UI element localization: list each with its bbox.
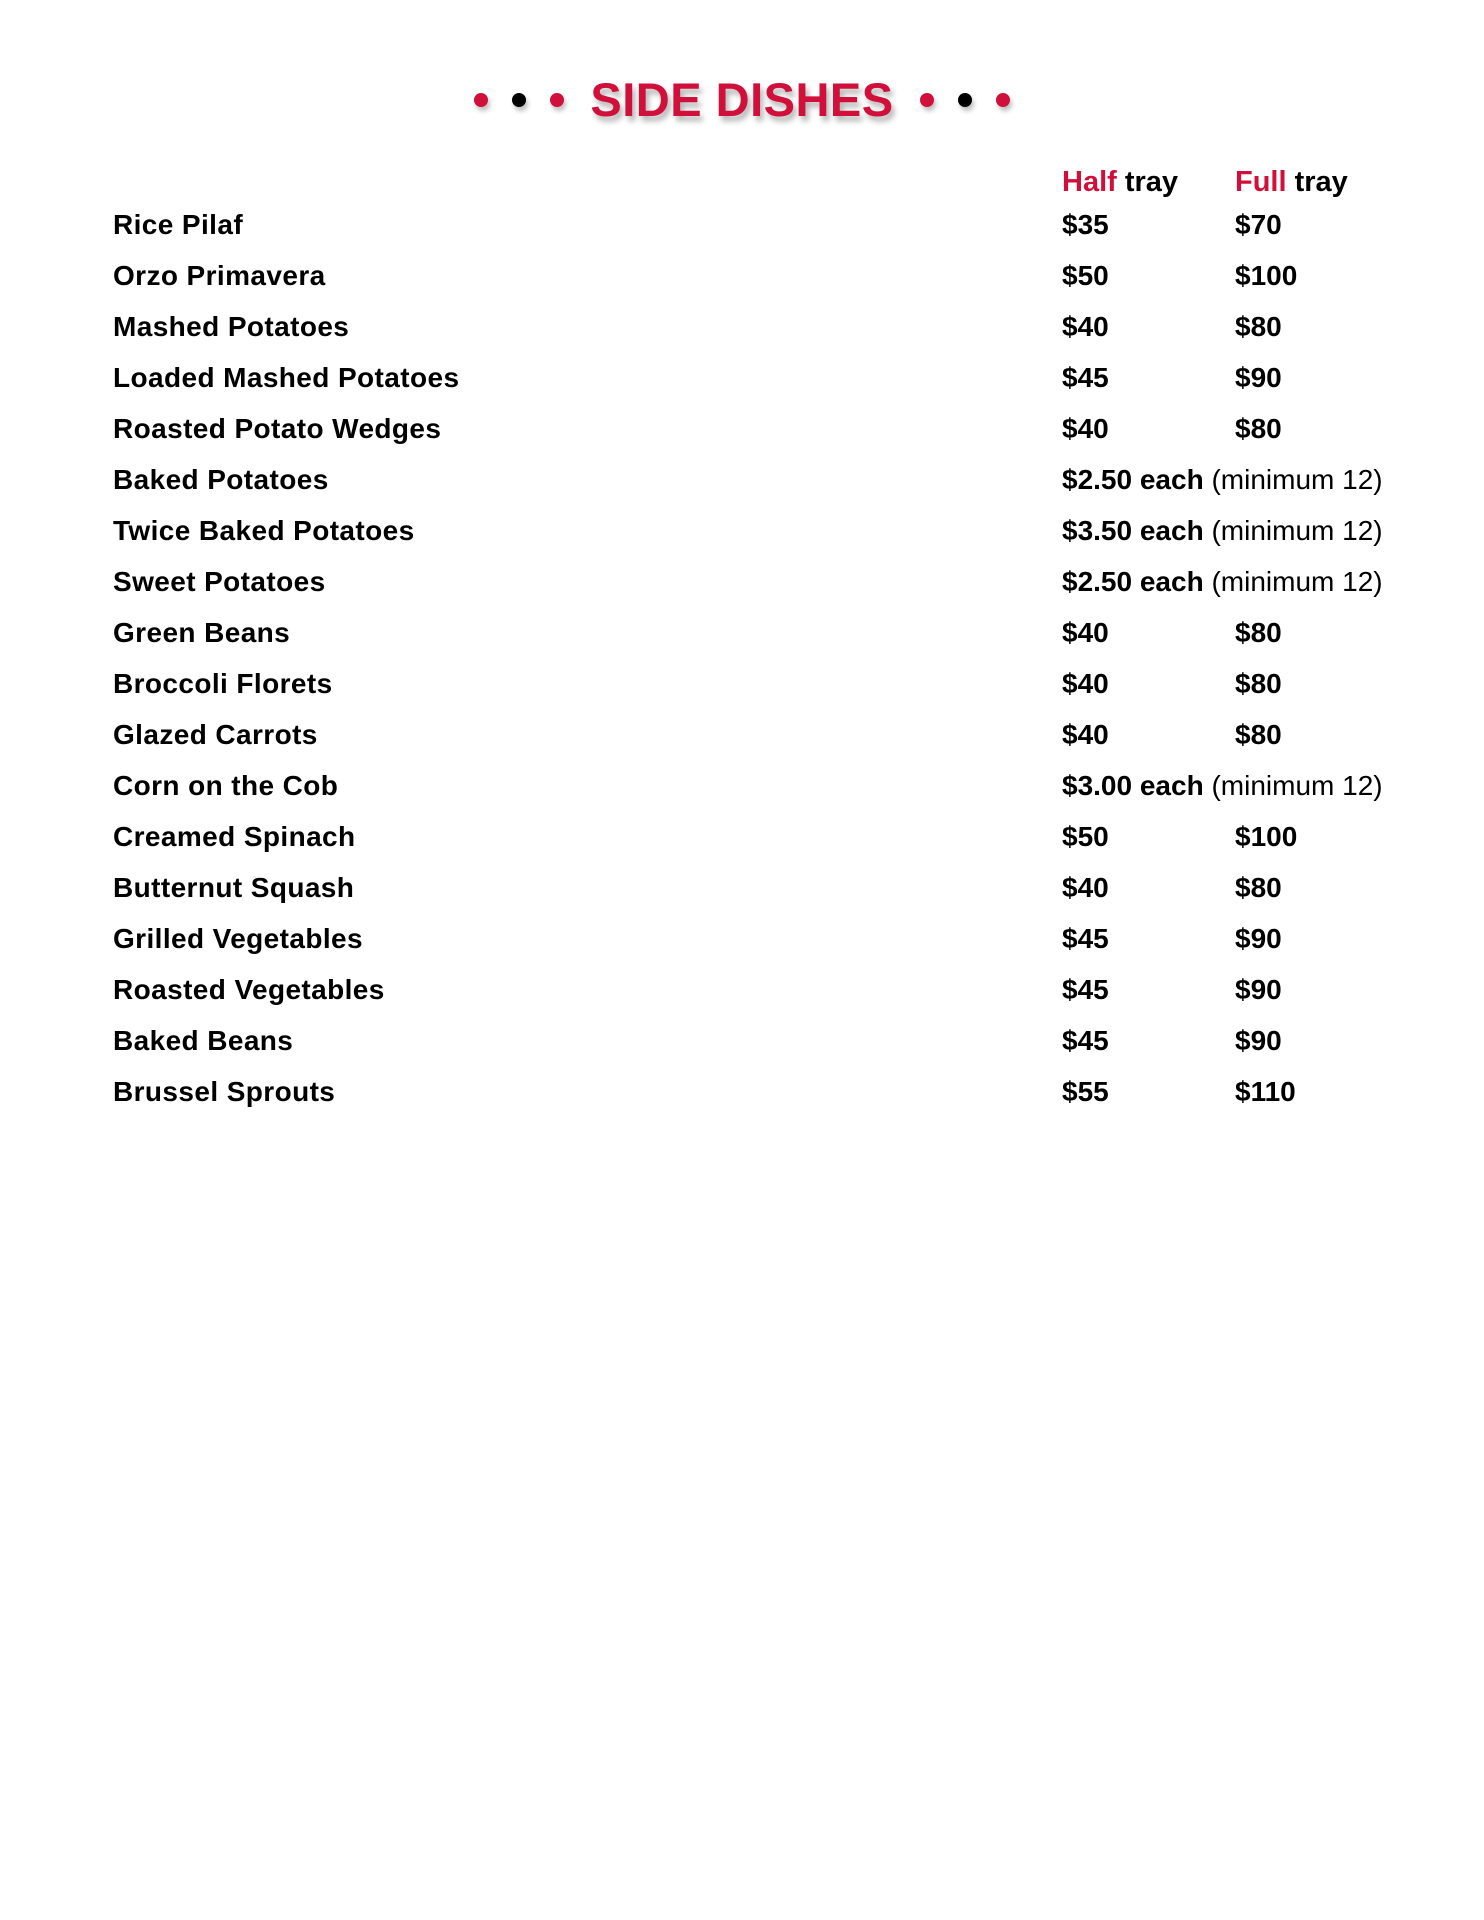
- dish-name: Roasted Vegetables: [113, 974, 385, 1005]
- dish-name: Butternut Squash: [113, 872, 355, 903]
- half-tray-price: $55: [1062, 1076, 1109, 1107]
- menu-row: [113, 256, 1413, 307]
- dish-name: Loaded Mashed Potatoes: [113, 362, 460, 393]
- menu-row: [113, 460, 1413, 511]
- half-tray-price: $40: [1062, 617, 1109, 648]
- menu-row: [113, 409, 1413, 460]
- dish-name: Twice Baked Potatoes: [113, 515, 415, 546]
- menu-row: [113, 307, 1413, 358]
- menu-row: [113, 817, 1413, 868]
- dish-name: Orzo Primavera: [113, 260, 326, 291]
- full-tray-price: $80: [1235, 668, 1282, 699]
- dish-name: Mashed Potatoes: [113, 311, 350, 342]
- dish-name: Sweet Potatoes: [113, 566, 326, 597]
- full-tray-price: $110: [1235, 1076, 1296, 1107]
- each-price-value: $3.50 each: [1062, 515, 1204, 546]
- full-tray-price: $70: [1235, 209, 1282, 240]
- full-tray-rest: tray: [1286, 166, 1348, 198]
- dish-name: Baked Potatoes: [113, 464, 329, 495]
- dish-name: Brussel Sprouts: [113, 1076, 336, 1107]
- dot-icon: [550, 93, 564, 107]
- each-price: [1062, 460, 1383, 500]
- half-tray-price: $40: [1062, 719, 1109, 750]
- full-tray-price: $80: [1235, 872, 1282, 903]
- half-tray-price: $40: [1062, 413, 1109, 444]
- dot-icon: [920, 93, 934, 107]
- each-price-value: $2.50 each: [1062, 464, 1204, 495]
- menu-row: [113, 970, 1413, 1021]
- menu-list: [113, 205, 1413, 1123]
- dot-icon: [958, 93, 972, 107]
- half-tray-price: $40: [1062, 311, 1109, 342]
- full-tray-price: $80: [1235, 719, 1282, 750]
- full-tray-price: $80: [1235, 311, 1282, 342]
- menu-row: [113, 664, 1413, 715]
- full-tray-header: [1235, 166, 1348, 199]
- dish-name: Creamed Spinach: [113, 821, 356, 852]
- half-tray-price: $40: [1062, 872, 1109, 903]
- full-tray-price: $90: [1235, 974, 1282, 1005]
- dot-icon: [474, 93, 488, 107]
- full-tray-price: $100: [1235, 821, 1298, 852]
- menu-row: [113, 868, 1413, 919]
- each-price-value: $3.00 each: [1062, 770, 1204, 801]
- each-price: [1062, 562, 1383, 602]
- menu-row: [113, 715, 1413, 766]
- half-tray-price: $35: [1062, 209, 1109, 240]
- full-tray-price: $80: [1235, 413, 1282, 444]
- minimum-note: (minimum 12): [1211, 515, 1383, 546]
- dish-name: Grilled Vegetables: [113, 923, 363, 954]
- dish-name: Glazed Carrots: [113, 719, 318, 750]
- half-tray-price: $50: [1062, 821, 1109, 852]
- menu-row: [113, 1021, 1413, 1072]
- dot-icon: [512, 93, 526, 107]
- full-tray-price: $80: [1235, 617, 1282, 648]
- menu-row: [113, 205, 1413, 256]
- dish-name: Broccoli Florets: [113, 668, 333, 699]
- half-tray-price: $45: [1062, 362, 1109, 393]
- menu-row: [113, 1072, 1413, 1123]
- menu-row: [113, 511, 1413, 562]
- page-title: SIDE DISHES: [590, 73, 894, 126]
- dish-name: Baked Beans: [113, 1025, 294, 1056]
- full-tray-price: $90: [1235, 1025, 1282, 1056]
- half-tray-price: $45: [1062, 923, 1109, 954]
- half-tray-price: $45: [1062, 974, 1109, 1005]
- half-tray-header: [1062, 166, 1178, 199]
- dish-name: Green Beans: [113, 617, 291, 648]
- full-tray-price: $90: [1235, 362, 1282, 393]
- minimum-note: (minimum 12): [1211, 464, 1383, 495]
- full-tray-price: $90: [1235, 923, 1282, 954]
- menu-row: [113, 766, 1413, 817]
- half-tray-accent: Half: [1062, 166, 1117, 198]
- menu-row: [113, 358, 1413, 409]
- menu-row: [113, 919, 1413, 970]
- menu-row: [113, 613, 1413, 664]
- minimum-note: (minimum 12): [1211, 566, 1383, 597]
- half-tray-rest: tray: [1116, 166, 1179, 198]
- half-tray-price: $50: [1062, 260, 1109, 291]
- dish-name: Rice Pilaf: [113, 209, 244, 240]
- each-price: [1062, 511, 1383, 551]
- dish-name: Corn on the Cob: [113, 770, 339, 801]
- title-row: [0, 72, 1484, 127]
- half-tray-price: $45: [1062, 1025, 1109, 1056]
- dish-name: Roasted Potato Wedges: [113, 413, 442, 444]
- full-tray-price: $100: [1235, 260, 1298, 291]
- each-price: [1062, 766, 1383, 806]
- dot-icon: [996, 93, 1010, 107]
- each-price-value: $2.50 each: [1062, 566, 1204, 597]
- half-tray-price: $40: [1062, 668, 1109, 699]
- minimum-note: (minimum 12): [1211, 770, 1383, 801]
- full-tray-accent: Full: [1235, 166, 1287, 198]
- menu-row: [113, 562, 1413, 613]
